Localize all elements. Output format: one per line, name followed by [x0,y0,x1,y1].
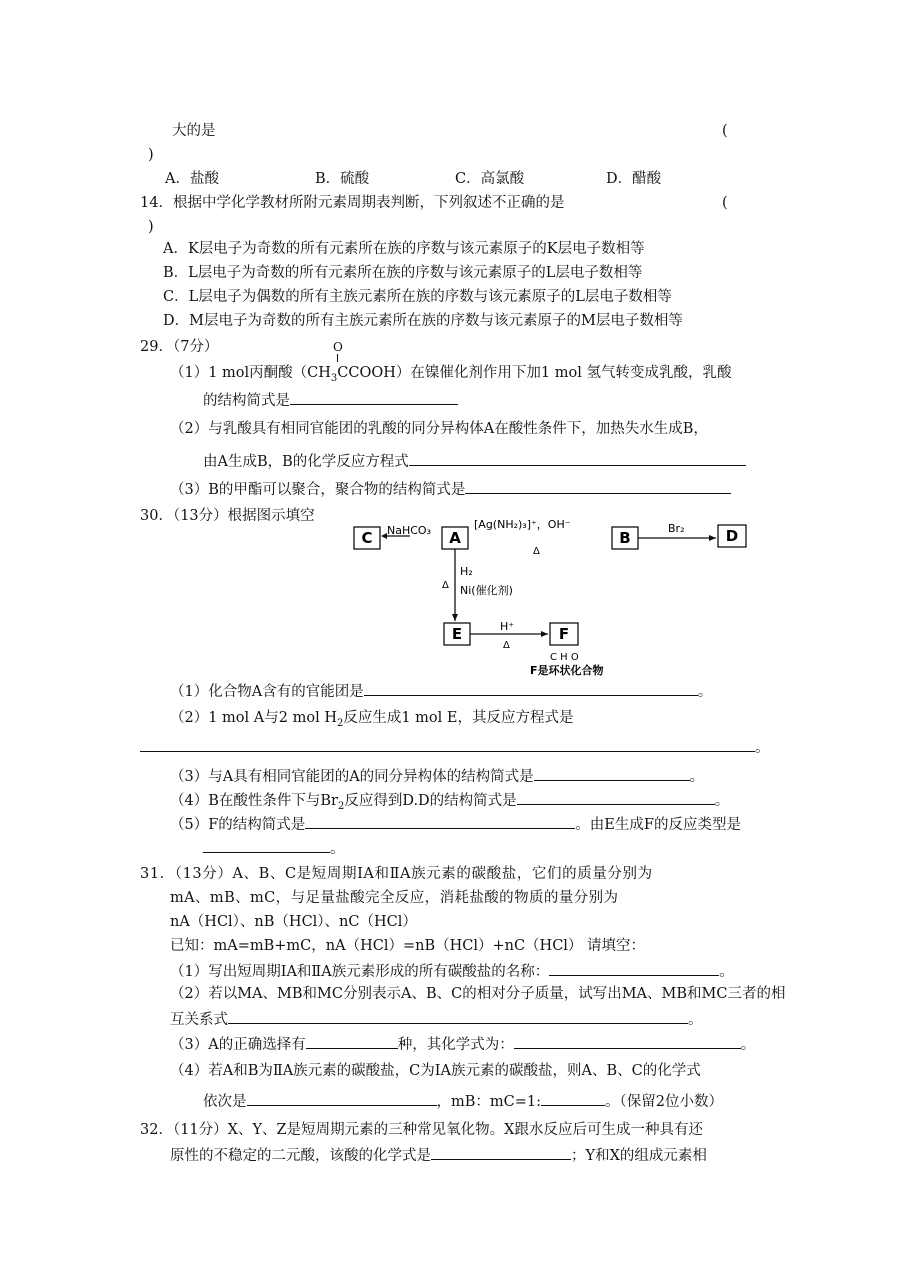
q31-part3-blank-formula[interactable] [514,1033,741,1049]
q29-part2-line2 [203,450,746,472]
q31-part4-text-a: 依次是 [203,1094,247,1110]
q30-title: 30．（13分）根据图示填空 [140,508,315,524]
q14-paren-open: ( [722,195,728,211]
q30-part2-end: 。 [755,740,770,756]
q29-part1-text-a: （1）1 mol丙酮酸（CH [170,365,331,381]
h2-label: H₂ [460,565,473,578]
q30-part3-end: 。 [689,769,705,785]
box-c-label: C [361,529,373,547]
q31-part4-text-c: 。（保留2位小数） [605,1094,723,1110]
ni-label: Ni(催化剂) [460,584,513,597]
q13-stem-tail: 大的是 [172,123,216,139]
h-plus-label: H⁺ [500,620,515,633]
q30-part5-text-b: 。由E生成F的反应类型是 [575,817,741,833]
q30-part2-blank[interactable] [140,736,755,752]
q30-part1-blank[interactable] [364,680,698,696]
q31-part2-end: 。 [688,1012,703,1028]
q30-part2-sub: 2 [336,717,344,729]
q14-option-d: D．M层电子为奇数的所有主族元素所在族的序数与该元素原子的M层电子数相等 [163,313,683,329]
q31-part4-line1: （4）若A和B为ⅡA族元素的碳酸盐，C为ⅠA族元素的碳酸盐，则A、B、C的化学式 [170,1063,701,1079]
q29-part2-prompt: 由A生成B，B的化学反应方程式 [203,454,409,470]
q30-part1-end: 。 [697,684,713,700]
q29-part3 [170,478,731,500]
q30-part2 [170,708,574,734]
q30-part2-text-a: （2）1 mol A与2 mol H [170,710,337,726]
q31-part1-prompt: （1）写出短周期ⅠA和ⅡA族元素形成的所有碳酸盐的名称： [170,964,550,980]
q13-option-d: D．醋酸 [606,171,662,187]
q31-part2-line1: （2）若以MA、MB和MC分别表示A、B、C的相对分子质量，试写出MA、MB和MC三者的相 [170,986,786,1002]
q29-part1-text-b: CCOOH）在镍催化剂作用下加1 mol 氢气转变成乳酸，乳酸 [337,365,732,381]
q29-part1-sub: 3 [330,372,338,384]
q14-paren-close: ) [148,219,154,235]
br2-label: Br₂ [668,522,685,535]
q29-part1-line2 [203,389,458,411]
q31-part3-blank-count[interactable] [306,1033,398,1049]
q30-part3-blank[interactable] [534,765,690,781]
q31-part1 [170,960,734,982]
q29-title: 29．（7分） [140,339,219,355]
q30-part1 [170,680,712,702]
nahco3-label: NaHCO₃ [387,524,431,537]
q31-part3-text-b: 种，其化学式为： [397,1037,514,1053]
q31-line4: 已知：mA=mB+mC，nA（HCl）=nB（HCl）+nC（HCl） 请填空： [170,938,646,954]
q31-part3-text-a: （3）A的正确选择有 [170,1037,306,1053]
q29-carbonyl-bond [337,354,338,362]
box-e-label: E [451,625,463,643]
q32-blank[interactable] [431,1144,571,1160]
q32-line2-text-a: 原性的不稳定的二元酸，该酸的化学式是 [170,1148,431,1164]
heat-label-ab: Δ [533,546,540,557]
q30-part3-prompt: （3）与A具有相同官能团的A的同分异构体的结构简式是 [170,769,534,785]
q30-part5 [170,813,741,835]
q14-stem: 14．根据中学化学教材所附元素周期表判断，下列叙述不正确的是 [140,195,565,211]
q29-part3-prompt: （3）B的甲酯可以聚合，聚合物的结构简式是 [170,482,466,498]
q29-carbonyl-o: O [333,340,343,354]
q30-part4-sub: 2 [337,800,345,812]
q29-part1-blank[interactable] [290,389,458,405]
note-f-label: F是环状化合物 [530,664,604,677]
q31-line3: nA（HCl）、nB（HCl）、nC（HCl） [170,914,417,930]
q30-part5-blank[interactable] [305,813,575,829]
q32-line2-text-b: ；Y和X的组成元素相 [571,1148,707,1164]
q31-part2-blank[interactable] [228,1008,688,1024]
box-a-label: A [449,529,461,547]
q30-part1-prompt: （1）化合物A含有的官能团是 [170,684,364,700]
q31-part1-blank[interactable] [549,960,719,976]
q14-option-c: C．L层电子为偶数的所有主族元素所在族的序数与该元素原子的L层电子数相等 [163,289,672,305]
q30-part5-answer [203,837,345,859]
arrowhead-e [452,614,458,621]
q13-option-a: A．盐酸 [165,171,219,187]
q30-part4-end: 。 [714,793,730,809]
q31-part4-blank-formulas[interactable] [247,1090,437,1106]
q30-part4-text-a: （4）B在酸性条件下与Br [170,793,338,809]
q30-reaction-diagram [350,508,770,686]
heat-label-ae: Δ [442,580,449,591]
q31-part1-end: 。 [719,964,734,980]
ag-reagent-label: [Ag(NH₂)₃]⁺，OH⁻ [474,518,571,531]
q29-part2-blank[interactable] [409,450,746,466]
q30-part4-text-b: 反应得到D.D的结构简式是 [344,793,517,809]
q30-part2-answer [140,736,770,758]
q31-part2-line2 [170,1008,703,1030]
q31-part4-line2 [203,1090,723,1112]
box-f-label: F [558,625,570,643]
heat-label-ef: Δ [503,640,510,651]
box-d-label: D [725,527,739,545]
q32-line1: 32．（11分）X、Y、Z是短周期元素的三种常见氧化物。X跟水反应后可生成一种具有还 [140,1122,703,1138]
q31-part4-text-b: ，mB：mC=1: [436,1094,542,1110]
q29-part3-blank[interactable] [465,478,731,494]
q30-part5-blank-2[interactable] [203,837,330,853]
q13-paren-close: ) [148,147,154,163]
arrowhead-d [709,535,716,541]
arrowhead-f [541,631,548,637]
q32-line2 [170,1144,707,1166]
q29-part2-line1: （2）与乳酸具有相同官能团的乳酸的同分异构体A在酸性条件下，加热失水生成B， [170,421,708,437]
q31-part3 [170,1033,755,1055]
q31-part3-end: 。 [740,1037,756,1053]
q14-option-b: B．L层电子为奇数的所有元素所在族的序数与该元素原子的L层电子数相等 [163,265,643,281]
q30-part4-blank[interactable] [517,789,715,805]
q29-part1-prompt: 的结构简式是 [203,393,290,409]
q31-part2-prompt: 互关系式 [170,1012,228,1028]
q30-part5-prompt: （5）F的结构简式是 [170,817,306,833]
box-b-label: B [619,529,631,547]
q13-option-b: B．硫酸 [315,171,370,187]
q13-paren-open: ( [722,123,728,139]
q31-part4-blank-ratio[interactable] [541,1090,605,1106]
q31-line2: mA、mB、mC，与足量盐酸完全反应，消耗盐酸的物质的量分别为 [170,890,619,906]
q30-part3 [170,765,704,787]
q13-option-c: C．高氯酸 [455,171,525,187]
formula-f-label: C H O [550,652,579,663]
q31-line1: 31．（13分）A、B、C是短周期ⅠA和ⅡA族元素的碳酸盐，它们的质量分别为 [140,866,653,882]
q30-part5-end: 。 [330,841,345,857]
q30-part2-text-b: 反应生成1 mol E，其反应方程式是 [343,710,574,726]
q29-part1-line1 [170,363,731,389]
q14-option-a: A．K层电子为奇数的所有元素所在族的序数与该元素原子的K层电子数相等 [163,241,645,257]
